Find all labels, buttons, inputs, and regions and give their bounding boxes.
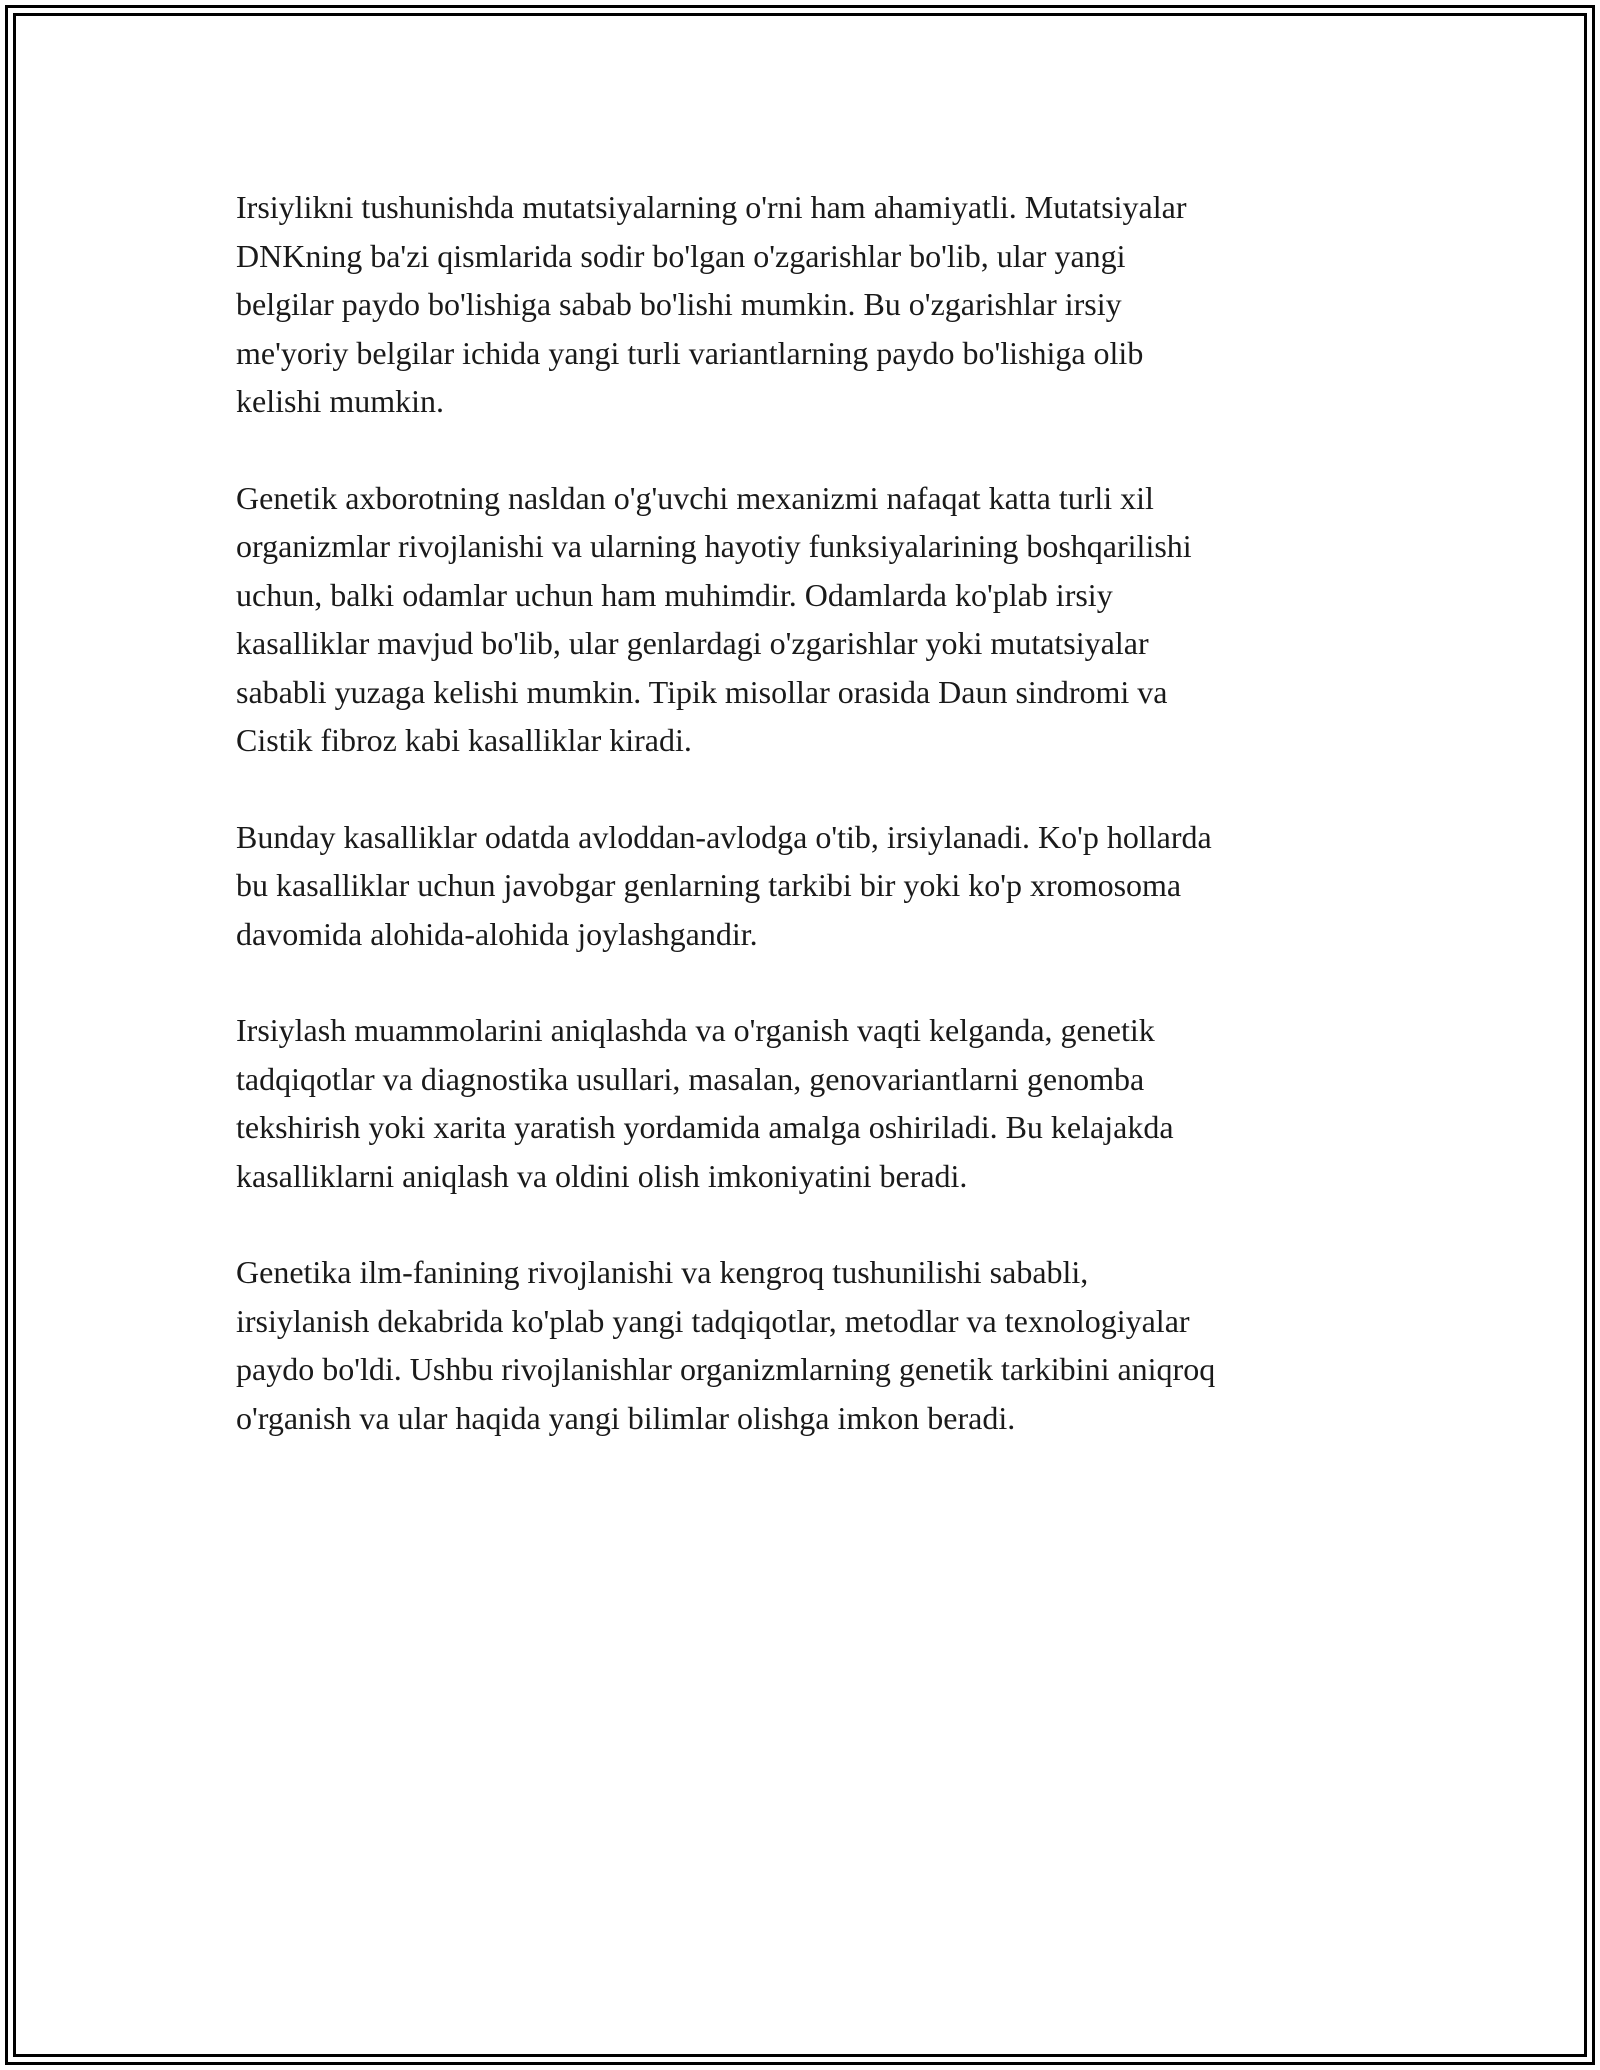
paragraph-hereditary-diseases: Genetik axborotning nasldan o'g'uvchi mexanizmi nafaqat katta turli xil organizmlar rivojlanishi va ularning hayotiy funksiyalarining boshqarilishi uchun, balki odamlar uchun ham muhimdir. Odamlarda ko'plab irsiy kasalliklar mavjud bo'lib, ular genlardagi o'zgarishlar yoki mutatsiyalar sababli yuzaga kelishi mumkin. Tipik misollar orasida Daun sindromi va Cistik fibroz kabi kasalliklar kiradi.: [236, 479, 1192, 758]
paragraph-diagnostics: Irsiylash muammolarini aniqlashda va o'rganish vaqti kelganda, genetik tadqiqotlar va diagnostika usullari, masalan, genovariantlarni genomba tekshirish yoki xarita yaratish yordamida amalga oshiriladi. Bu kelajakda kasalliklarni aniqlash va oldini olish imkoniyatini beradi.: [236, 1012, 1174, 1194]
document-body: [236, 183, 1386, 1490]
paragraph-genetics-progress: Genetika ilm-fanining rivojlanishi va kengroq tushunilishi sababli, irsiylanish dekabrida ko'plab yangi tadqiqotlar, metodlar va texnologiyalar paydo bo'ldi. Ushbu rivojlanishlar organizmlarning genetik tarkibini aniqroq o'rganish va ular haqida yangi bilimlar olishga imkon beradi.: [236, 1254, 1216, 1436]
paragraph-inheritance-patterns: Bunday kasalliklar odatda avloddan-avlodga o'tib, irsiylanadi. Ko'p hollarda bu kasalliklar uchun javobgar genlarning tarkibi bir yoki ko'p xromosoma davomida alohida-alohida joylashgandir.: [236, 818, 1212, 952]
paragraph-mutations: Irsiylikni tushunishda mutatsiyalarning o'rni ham ahamiyatli. Mutatsiyalar DNKning ba'zi qismlarida sodir bo'lgan o'zgarishlar bo'lib, ular yangi belgilar paydo bo'lishiga sabab bo'lishi mumkin. Bu o'zgarishlar irsiy me'yoriy belgilar ichida yangi turli variantlarning paydo bo'lishiga olib kelishi mumkin.: [236, 189, 1187, 419]
